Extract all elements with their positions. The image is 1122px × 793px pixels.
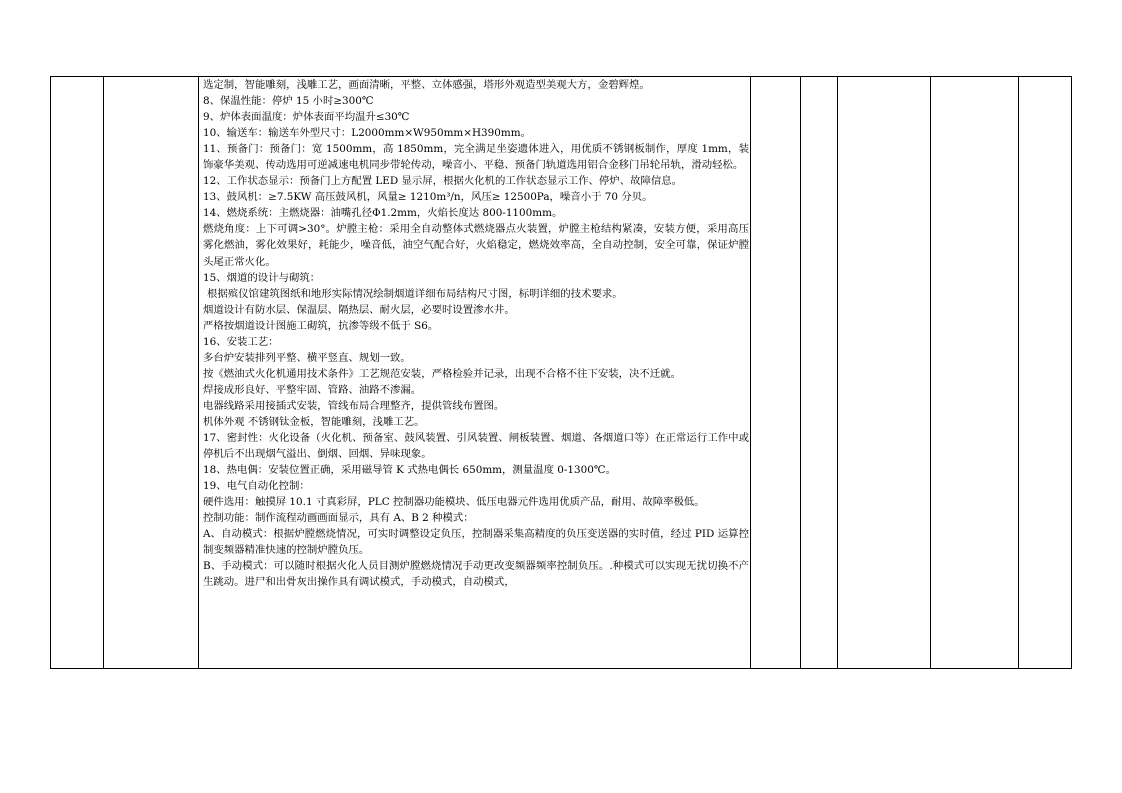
spec-paragraph: 18、热电偶：安装位置正确，采用磁导管 K 式热电偶长 650mm，测量温度 0-1300℃。 bbox=[203, 464, 616, 477]
spec-paragraph: 16、安装工艺： bbox=[203, 335, 279, 348]
spec-paragraph: 烟道设计有防水层、保温层、隔热层、耐火层，必要时设置渗水井。 bbox=[203, 303, 515, 316]
spec-paragraph: 选定制，智能雕刻，浅雕工艺，画面清晰，平整、立体感强，塔形外观造型美观大方，金碧辉煌。 bbox=[203, 79, 650, 91]
column-border bbox=[198, 76, 199, 669]
column-border bbox=[800, 76, 801, 669]
spec-paragraph: B、手动模式：可以随时根据火化人员目测炉膛燃烧情况手动更改变频器频率控制负压。.种模式可以实现无扰切换不产生跳动。进尸和出骨灰出操作具有调试模式，手动模式，自动模式， bbox=[203, 560, 749, 589]
table-bottom-border bbox=[50, 668, 1072, 669]
column-border bbox=[1071, 76, 1072, 669]
technical-spec-cell bbox=[203, 77, 749, 591]
column-border bbox=[1018, 76, 1019, 669]
spec-paragraph: 焊接成形良好、平整牢固、管路、油路不渗漏。 bbox=[203, 383, 422, 396]
spec-paragraph: 根据殡仪馆建筑图纸和地形实际情况绘制烟道详细布局结构尺寸图，标明详细的技术要求。 bbox=[207, 287, 623, 300]
spec-paragraph: 14、燃烧系统：主燃烧器：油嘴孔径Φ1.2mm，火焰长度达 800-1100mm。 bbox=[203, 207, 563, 220]
column-border bbox=[103, 76, 104, 669]
spec-paragraph: 电器线路采用接插式安装，管线布局合理整齐，提供管线布置图。 bbox=[203, 399, 505, 412]
spec-paragraph: 9、炉体表面温度：炉体表面平均温升≤30℃ bbox=[203, 111, 410, 124]
spec-paragraph: 12、工作状态显示：预备门上方配置 LED 显示屏，根据火化机的工作状态显示工作、停炉、故障信息。 bbox=[203, 175, 683, 188]
column-border bbox=[50, 76, 51, 669]
spec-paragraph: 按《燃油式火化机通用技术条件》工艺规范安装，严格检验并记录，出现不合格不往下安装，决不迁就。 bbox=[203, 367, 681, 380]
spec-paragraph: 硬件选用：触摸屏 10.1 寸真彩屏，PLC 控制器功能模块、低压电器元件选用优质产品，耐用、故障率极低。 bbox=[203, 496, 705, 509]
spec-paragraph: A、自动模式：根据炉膛燃烧情况，可实时调整设定负压，控制器采集高精度的负压变送器的实时值，经过 PID 运算控制变频器精准快速的控制炉膛负压。 bbox=[203, 528, 749, 557]
spec-paragraph: 控制功能：制作流程动画画面显示，具有 A、B 2 种模式： bbox=[203, 512, 474, 525]
column-border bbox=[750, 76, 751, 669]
spec-paragraph: 10、输送车：输送车外型尺寸：L2000mm×W950mm×H390mm。 bbox=[203, 127, 531, 140]
column-border bbox=[837, 76, 838, 669]
spec-paragraph: 多台炉安装排列平整、横平竖直、规划一致。 bbox=[203, 351, 411, 364]
spec-paragraph: 严格按烟道设计图施工砌筑，抗渗等级不低于 S6。 bbox=[203, 319, 439, 332]
spec-paragraph: 15、烟道的设计与砌筑： bbox=[203, 271, 321, 284]
spec-table bbox=[50, 76, 1072, 669]
column-border bbox=[930, 76, 931, 669]
spec-paragraph: 燃烧角度：上下可调>30°。炉膛主枪：采用全自动整体式燃烧器点火装置，炉膛主枪结构紧凑，安装方便，采用高压雾化燃油，雾化效果好，耗能少，噪音低，油空气配合好，火焰稳定，燃烧效率高，全自动控制，安全可靠，保证炉膛头尾正常火化。 bbox=[203, 223, 749, 268]
spec-paragraph: 机体外观 不锈钢钛金板，智能雕刻，浅雕工艺。 bbox=[203, 415, 425, 428]
spec-paragraph: 8、保温性能：停炉 15 小时≥300℃ bbox=[203, 95, 374, 108]
spec-paragraph: 17、密封性：火化设备（火化机、预备室、鼓风装置、引风装置、闸板装置、烟道、各烟道口等）在正常运行工作中或停机后不出现烟气溢出、倒烟、回烟、异味现象。 bbox=[203, 432, 749, 461]
spec-paragraph: 11、预备门：预备门：宽 1500mm，高 1850mm，完全满足坐姿遗体进入，用优质不锈钢板制作，厚度 1mm，装饰豪华美观、传动选用可逆减速电机同步带轮传动，噪音小、平稳、预备门轨道选用铝合金移门吊轮吊轨，滑动轻松。 bbox=[203, 143, 749, 172]
spec-paragraph: 13、鼓风机：≥7.5KW 高压鼓风机，风量≥ 1210m³/n，风压≥ 12500Pa，噪音小于 70 分贝。 bbox=[203, 191, 653, 204]
spec-paragraph: 19、电气自动化控制： bbox=[203, 480, 310, 493]
